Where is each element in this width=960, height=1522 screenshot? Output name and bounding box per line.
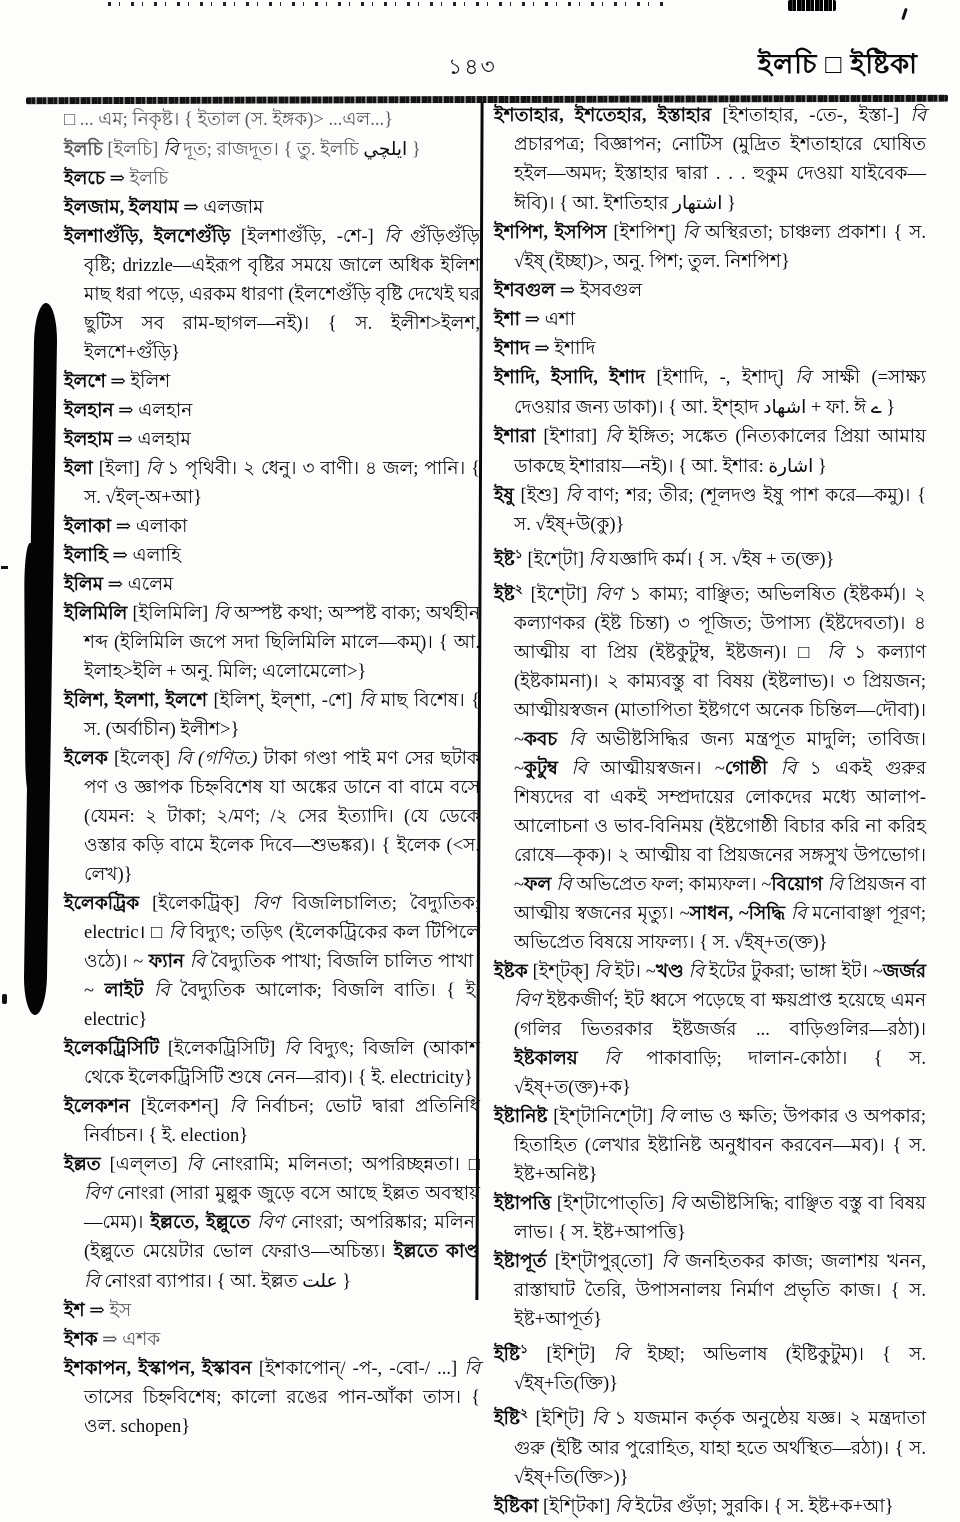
dictionary-entry <box>494 482 926 540</box>
headword: ইলেকশন <box>64 1097 141 1117</box>
scan-scribble <box>788 0 836 11</box>
dictionary-entry <box>494 277 926 306</box>
headword: ইশ <box>64 1301 85 1321</box>
dictionary-entry <box>64 1035 480 1093</box>
entry-text: [ইশকাপোন্/ -প-, -বো-/ ...] <box>258 1359 465 1379</box>
entry-text: মনোবাঞ্ছা পূরণ; অভিপ্রেত বিষয়ে সাফল্য। { স. √ইষ্+ত(ক্ত)} <box>514 904 927 954</box>
entry-text: ইট। ~ <box>614 962 656 983</box>
entry-text: বিণ <box>594 585 630 606</box>
entry-text: } <box>881 398 896 418</box>
entry-text: বি <box>682 223 705 243</box>
entry-text: অভীষ্টসিদ্ধির জন্য মন্ত্রপূত মাদুলি; তাবিজ। ~ <box>514 730 926 780</box>
entry-text: বি <box>189 952 211 972</box>
entry-text: [এল্‌লত] <box>109 1155 187 1175</box>
entry-text: ⇒ ইলিশ <box>105 372 171 392</box>
headword: ইলেক <box>64 749 114 769</box>
entry-text: ১ একই গুরুর শিষ্যদের বা একই সম্প্রদায়ের লোকদের মধ্যে আলাপ-আলোচনা ও ভাব-বিনিময় (ইষ্টগোষ্ঠী বিচার করি না করিহ রোষে—কৃক)। ২ আত্মীয় বা প্রিয়জনের সঙ্গসুখ উপভোগ। ~ <box>514 759 927 896</box>
headword: ইষ্টকালয় <box>514 1049 605 1070</box>
entry-text: ইটের গুঁড়া; সুরকি। { স. ইষ্ট+ক+আ} <box>635 1496 894 1517</box>
dictionary-entry <box>64 397 480 426</box>
headword: ইলেকট্রিক <box>64 894 153 914</box>
entry-text: ⇒ ইসবগুল <box>555 281 643 301</box>
entry-text: اشهاد <box>763 397 807 418</box>
entry-text: ⇒ এলজাম <box>178 198 264 218</box>
edge-tick-icon <box>1 566 8 569</box>
entry-text: বি <box>168 923 190 943</box>
entry-text: [ইলচি] <box>107 140 163 160</box>
dictionary-entry <box>494 423 926 482</box>
entry-text: [ইশ্টি] <box>528 1409 592 1430</box>
entry-text: [ইলিশ্, ইল্‌শা, -শে] <box>213 691 359 711</box>
headword: ইলহাম <box>64 430 113 450</box>
dictionary-entry <box>64 571 480 600</box>
entry-text: বি <box>827 875 848 896</box>
right-column <box>494 102 926 1522</box>
entry-text: □ ... এম; নিকৃষ্ট। { ইতাল (স. ইঙ্গক)> ...এল...} <box>64 110 393 130</box>
entry-text: ইস <box>109 1301 132 1321</box>
entry-text: ايلچي <box>363 139 408 160</box>
headword: ইলাহি <box>64 546 108 566</box>
dictionary-entry <box>494 1335 926 1399</box>
dictionary-entry <box>64 455 480 513</box>
entry-text: বি <box>780 759 810 780</box>
headword: ইলাকা <box>64 517 112 537</box>
edge-tick-icon <box>2 994 7 1004</box>
dictionary-entry <box>494 1399 926 1492</box>
entry-text: বিণ <box>514 991 547 1012</box>
entry-text: [ইলেকট্রিক্] <box>152 894 253 914</box>
entry-text: বি <box>464 1359 481 1379</box>
entry-text: বি <box>571 759 601 780</box>
entry-text: [ইশ্টো] <box>522 585 595 606</box>
entry-text: বি <box>284 1039 309 1059</box>
entry-text: اشتهار <box>673 193 723 214</box>
headword: ইষ্টি <box>494 1409 521 1430</box>
entry-text: ইঙ্গিত; সঙ্কেত (নিত্যকালের প্রিয়া আমায় ডাকছে ইশারায়—নই)। { আ. ইশার: <box>514 427 927 477</box>
dictionary-entry <box>64 1151 480 1297</box>
entry-text: ⇒ এলাহি <box>107 546 181 566</box>
entry-text: মাছ বিশেষ। { স. (অর্বাচীন) ইলীশ>} <box>84 691 481 740</box>
entry-text: আত্মীয়স্বজন। ~ <box>600 759 725 780</box>
headword: বিয়োগ <box>771 875 828 896</box>
headword: কবচ <box>524 730 569 751</box>
headword: ফ্যান <box>148 952 190 972</box>
entry-text: [ইলিমিলি] <box>132 604 214 624</box>
dictionary-entry <box>494 1493 926 1522</box>
dictionary-entry <box>64 223 480 368</box>
entry-text: [ইশ্টো] <box>522 550 589 571</box>
entry-text: বি <box>358 691 381 711</box>
entry-text: ⇒ এলেম <box>102 575 174 595</box>
entry-text: বি <box>604 1049 647 1070</box>
entry-text: বিদ্যুৎ; তড়িৎ (ইলেকট্রিকের কল টিপিলে ওঠে)। ~ <box>84 923 480 972</box>
entry-text: ইটের টুকরা; ভাঙ্গা ইট। ~ <box>709 962 883 983</box>
entry-text: বিণ <box>252 894 293 914</box>
headword: ইষ্টাপত্তি <box>494 1194 557 1215</box>
entry-text: জনহিতকর কাজ; জলাশয় খনন, রাস্তাঘাট তৈরি, উপাসনালয় নির্মাণ প্রভৃতি কাজ। { স. ইষ্ট+আপূর্ত} <box>514 1252 926 1331</box>
dictionary-entry <box>64 106 480 135</box>
headword: ইলিম <box>64 575 103 595</box>
entry-text: নোংরা (সারা মুল্লুক জুড়ে বসে আছে ইল্লত অবস্থায়—মেম)। <box>84 1184 480 1233</box>
dictionary-entry <box>494 335 926 364</box>
headword: ইল্লত <box>64 1155 110 1175</box>
dictionary-entry <box>64 194 480 223</box>
entry-text: বি <box>213 604 235 624</box>
entry-text: বিণ <box>257 1213 291 1233</box>
entry-text: বি <box>154 981 181 1001</box>
entry-text: বি <box>594 962 615 983</box>
entry-text: বি <box>84 1272 105 1292</box>
entry-text: ⇒ এশা <box>519 310 576 330</box>
dictionary-entry <box>494 364 926 423</box>
entry-text: বি <box>591 1409 615 1430</box>
page-number: ১৪৩ <box>448 54 497 79</box>
headword: ইলচি <box>64 140 108 160</box>
entry-text: ১ কল্যাণ (ইষ্টকামনা)। ২ কাম্যবস্তু বা বিষয় (ইষ্টলাভ)। ৩ প্রিয়জন; আত্মীয়স্বজন (মাতাপিতা ইষ্টগণে অনেক চিন্তিল—দৌবা)। ~ <box>514 643 927 751</box>
dictionary-entry <box>64 426 480 455</box>
entry-text: [ইশু] <box>520 486 566 506</box>
dictionary-entry <box>494 958 926 1103</box>
entry-text: বি <box>688 962 710 983</box>
entry-text: ⇒ এলাকা <box>111 517 188 537</box>
entry-text: } <box>337 1272 352 1292</box>
headword: ইশা <box>494 310 520 330</box>
dictionary-entry <box>494 1190 926 1248</box>
entry-text: বি <box>827 643 855 664</box>
entry-text: ⇒ <box>84 1301 110 1321</box>
entry-text: বিজলিচালিত; বৈদ্যুতিক; electric। □ <box>84 894 480 943</box>
entry-text: লাভ ও ক্ষতি; উপকার ও অপকার; হিতাহিত (লেখার ইষ্টানিষ্ট অনুধাবন করবেন—মব)। { স. ইষ্ট+অনিষ্ট} <box>514 1107 927 1186</box>
headword: ইষ্ট <box>494 550 515 571</box>
dictionary-entry <box>494 306 926 335</box>
entry-text: ১ <box>514 547 523 561</box>
entry-text: বি <box>604 427 629 447</box>
headword: ইল্লতে, ইল্লুতে <box>150 1213 258 1233</box>
entry-text: বি <box>229 1097 256 1117</box>
entry-text: অভীষ্টসিদ্ধি; বাঞ্ছিত বস্তু বা বিষয় লাভ। { স. ইষ্ট+আপত্তি} <box>514 1194 927 1244</box>
entry-text: নোংরা ব্যাপার। { আ. ইল্লত <box>104 1272 303 1292</box>
entry-text: বি <box>145 459 168 479</box>
entry-text: [ইশ্টাপুর্‌তো] <box>554 1252 662 1273</box>
entry-text: [ইশারা] <box>543 427 605 447</box>
scan-artifact-smudge <box>23 303 57 1015</box>
dictionary-entry <box>64 513 480 542</box>
headword: ইল্লতে কাণ্ড <box>393 1242 481 1262</box>
entry-text: সাক্ষী (=সাক্ষ্য দেওয়ার জন্য ডাকা)। { আ. ইশ্‌হাদ <box>514 368 926 418</box>
entry-text: বি <box>795 368 823 388</box>
headword: ইশারা <box>494 427 544 447</box>
entry-text: গুঁড়িগুঁড়ি বৃষ্টি; drizzle—এইরূপ বৃষ্টির সময়ে জালে অধিক ইলিশ মাছ ধরা পড়ে, এরকম ধারণা (ইলশেগুঁড়ি বৃষ্টি দেখেই ঘর ছুটিস সব রাম-ছাগল—নই)। { স. ইলীশ>ইলশ, ইলশে+গুঁড়ি} <box>84 227 480 363</box>
dictionary-entry <box>494 219 926 277</box>
entry-text: ے <box>870 397 882 418</box>
scan-noise-top <box>108 2 668 6</box>
headword: গোষ্ঠী <box>724 759 781 780</box>
entry-text: ⇒ <box>104 169 130 189</box>
headword: ইশবগুল <box>494 281 556 301</box>
entry-text: দূত; রাজদূত। { তু. ইলচি <box>183 140 364 160</box>
entry-text: বি <box>658 1107 681 1128</box>
entry-text: বাণ; শর; তীর; (শূলদণ্ড ইষু পাশ করে—কমু)। { স. √ইষ্+উ(কু)} <box>514 486 926 535</box>
entry-text: বি <box>568 730 597 751</box>
entry-text: [ইশ্টি] <box>528 1345 614 1366</box>
headword: ইলচে <box>64 169 105 189</box>
headword: জর্জর <box>882 962 927 983</box>
entry-text: বি <box>565 486 588 506</box>
entry-text: ১ পৃথিবী। ২ ধেনু। ৩ বাণী। ৪ জল; পানি। { স. √ইল্-অ+আ} <box>84 459 481 508</box>
entry-text: علت <box>302 1271 338 1292</box>
entry-text: } <box>722 194 736 214</box>
entry-text: তাসের চিহ্নবিশেষ; কালো রঙের পান-আঁকা তাস। { ওল. schopen} <box>84 1388 480 1437</box>
entry-text: ইষ্টকজীর্ণ; ইট ধ্বসে পড়েছে বা ক্ষয়প্রাপ্ত হয়েছে এমন (গলির ভিতরকার ইষ্টজর্জর ... বাড়িগুলির—রঠা)। <box>514 991 926 1041</box>
headword: ইলিশ, ইলশা, ইলশে <box>64 691 214 711</box>
headword: ফল <box>524 875 557 896</box>
entry-text: পাকাবাড়ি; দালান-কোঠা। { স. √ইষ্+ত(ক্ত)+ক} <box>514 1049 926 1099</box>
headword: ইশাদি, ইসাদি, ইশাদ <box>494 368 657 388</box>
entry-text: নোংরা; অপরিষ্কার; মলিন; (ইল্লুতে মেয়েটার ভোল ফেরাও—অচিন্ত্য। <box>84 1213 481 1262</box>
entry-text: ১ যজমান কর্তৃক অনুষ্ঠেয় যজ্ঞ। ২ মন্ত্রদাতা গুরু (ইষ্টি আর পুরোহিত, যাহা হতে অর্থস্থিত—রঠা)। { স. √ইষ্+তি(ক্তি>)} <box>514 1409 926 1488</box>
entry-text: নির্বাচন; ভোট দ্বারা প্রতিনিধি নির্বাচন। { ই. election} <box>84 1097 481 1146</box>
entry-text: ১ কাম্য; বাঞ্ছিত; অভিলষিত (ইষ্টকর্ম)। ২ কল্যাণকর (ইষ্ট চিন্তা) ৩ পূজিত; উপাস্য (ইষ্টদেবতা)। ৪ আত্মীয় বা প্রিয় (ইষ্টকুটুম্ব, ইষ্টজন)। □ <box>514 585 927 664</box>
entry-text: বি (গণিত.) <box>176 749 264 769</box>
entry-text: বি <box>661 1252 686 1273</box>
dictionary-entry <box>494 1103 926 1190</box>
entry-text: বি <box>614 1496 636 1517</box>
dictionary-entry <box>64 745 480 890</box>
dictionary-entry <box>64 890 480 1035</box>
dictionary-entry <box>64 135 480 165</box>
dictionary-entry <box>494 102 926 219</box>
entry-text: ⇒ এলহান <box>113 401 193 421</box>
entry-text: নোংরামি; মলিনতা; অপরিচ্ছন্নতা। □ <box>211 1155 480 1175</box>
entry-text: [ইলেকশন্] <box>140 1097 230 1117</box>
entry-text: [ইশপিশ্] <box>613 223 683 243</box>
headword: ইশাদ <box>494 339 530 359</box>
headword: ইষ্টানিষ্ট <box>494 1107 554 1128</box>
headword: ইশপিশ, ইসপিস <box>494 223 614 243</box>
entry-text: প্রিয়জন বা আত্মীয় স্বজনের মৃত্যু। ~ <box>514 875 926 925</box>
headword: ইশকাপন, ইস্কাপন, ইস্কাবন <box>64 1359 259 1379</box>
entry-text: বৈদ্যুতিক আলোক; বিজলি বাতি। { ই. electric} <box>84 981 480 1030</box>
entry-text: } <box>407 140 421 160</box>
entry-text: বি <box>556 875 577 896</box>
entry-text: [ইলেক্] <box>113 749 177 769</box>
dictionary-entry <box>64 600 480 687</box>
dictionary-entry <box>64 1093 480 1151</box>
dictionary-entry <box>494 575 926 958</box>
dictionary-entry <box>64 165 480 194</box>
entry-text: [ইলেকট্রিসিটি] <box>167 1039 285 1059</box>
headword: ইলজাম, ইলযাম <box>64 198 179 218</box>
entry-text: + ফা. ঈ <box>806 398 871 418</box>
headword: ইলা <box>64 459 99 479</box>
entry-text: } <box>813 457 827 477</box>
entry-text: [ইশাদি, -, ইশাদ্] <box>656 368 796 388</box>
headword: ইষ্টিকা <box>494 1496 543 1517</box>
dictionary-entry <box>494 1248 926 1335</box>
entry-text: বি <box>186 1155 212 1175</box>
headword: কুটুম্ব <box>524 759 572 780</box>
entry-text: বি <box>384 227 411 247</box>
entry-text: [ইলশাগুঁড়ি, -শে-] <box>240 227 385 247</box>
entry-text: [ইলা] <box>98 459 146 479</box>
entry-text: ১ <box>520 1342 529 1357</box>
entry-text: বৈদ্যুতিক পাখা; বিজলি চালিত পাখা। ~ <box>84 952 480 1001</box>
entry-text: [ইশ্টিকা] <box>542 1496 615 1517</box>
entry-text: ইলচি <box>129 169 169 189</box>
dictionary-entry <box>64 542 480 571</box>
entry-text: বিদ্যুৎ; বিজলি (আকাশ থেকে ইলেকট্রিসিটি শুষে নেন—রাব)। { ই. electricity} <box>84 1039 480 1088</box>
entry-text: বিণ <box>84 1184 117 1204</box>
entry-text: বি <box>910 106 926 126</box>
headword: ইষ্টক <box>494 962 533 983</box>
headword: সাধন, ~সিদ্ধি <box>689 904 791 925</box>
headword: ইলশে <box>64 372 106 392</box>
entry-text: যজ্ঞাদি কর্ম। { স. √ইষ + ত(ক্ত)} <box>608 550 835 571</box>
headword: খণ্ড <box>655 962 689 983</box>
entry-text: ইচ্ছা; অভিলাষ (ইষ্টিকুটুম)। { স. √ইষ্+তি(ক্তি)} <box>514 1345 926 1395</box>
headword: ইলশাগুঁড়ি, ইলশেগুঁড়ি <box>64 227 241 247</box>
entry-text: বি <box>613 1345 648 1366</box>
headword: ইলিমিলি <box>64 604 133 624</box>
entry-text: ⇒ ইশাদি <box>529 339 596 359</box>
guide-words: ইলচি □ ইষ্টিকা <box>758 49 918 79</box>
headword: ইষ্টাপূর্ত <box>494 1252 555 1273</box>
entry-text: [ইশতাহার, -তে-, ইস্তা-] <box>722 106 911 126</box>
dictionary-entry <box>64 368 480 397</box>
dictionary-entry <box>494 540 926 575</box>
left-column <box>64 106 480 1442</box>
entry-text: ⇒ এশক <box>97 1330 161 1350</box>
headword: ইষ্টি <box>494 1345 521 1366</box>
entry-text: ২ <box>514 582 523 597</box>
entry-text: অস্পষ্ট কথা; অস্পষ্ট বাক্য; অর্থহীন শব্দ (ইলিমিলি জপে সদা ছিলিমিলি মালে—কম্)। { আ. ইলাহ>ইলি + অনু. মিলি; এলোমেলো>} <box>84 604 480 682</box>
dictionary-entry <box>64 687 480 745</box>
headword: ইশতাহার, ইশতেহার, ইস্তাহার <box>494 106 723 126</box>
entry-text: টাকা গণ্ডা পাই মণ সের ছটাক পণ ও জ্ঞাপক চিহ্নবিশেষ যা অঙ্কের ডানে বা বামে বসে (যেমন: ২ টাকা; ২/মণ; /২ সের ইত্যাদি। (যে ডেকে ওস্তার কড়ি বামে ইলেক দিবে—শুভঙ্কর)। { ইলেক (<স. লেখ)} <box>84 749 480 885</box>
headword: ইষ্ট <box>494 585 515 606</box>
entry-text: অস্থিরতা; চাঞ্চল্য প্রকাশ। { স. √ইষ্ (ইচ্ছা)>, অনু. পিশ; তুল. নিশপিশ} <box>514 223 926 272</box>
entry-text: ⇒ এলহাম <box>112 430 191 450</box>
entry-text: বি <box>669 1194 692 1215</box>
entry-text: اشارة <box>768 456 814 477</box>
scan-tick-mark <box>901 8 908 20</box>
entry-text: [ইশ্টানিশ্টো] <box>553 1107 659 1128</box>
headword: ইষু <box>494 486 521 506</box>
entry-text: অভিপ্রেত ফল; কাম্যফল। ~ <box>576 875 772 896</box>
entry-text: ২ <box>520 1406 529 1421</box>
entry-text: বি <box>588 550 609 571</box>
headword: ইলহান <box>64 401 114 421</box>
entry-text: প্রচারপত্র; বিজ্ঞাপন; নোটিস (মুদ্রিত ইশতাহারে ঘোষিত হইল—অমদ; ইস্তাহার দ্বারা . . . হুকুম দেওয়া যাইবেক—ঈবি)। { আ. ইশতিহার <box>514 135 926 214</box>
entry-text: [ইশ্টাপোত্‌তি] <box>556 1194 670 1215</box>
headword: ইলেকট্রিসিটি <box>64 1039 168 1059</box>
headword: লাইট <box>104 981 154 1001</box>
dictionary-entry <box>64 1355 480 1442</box>
headword: ইশক <box>64 1330 98 1350</box>
entry-text: বি <box>790 904 813 925</box>
entry-text: বি <box>162 140 184 160</box>
dictionary-entry <box>64 1326 480 1355</box>
entry-text: [ইশ্টক্] <box>532 962 595 983</box>
dictionary-entry <box>64 1297 480 1326</box>
